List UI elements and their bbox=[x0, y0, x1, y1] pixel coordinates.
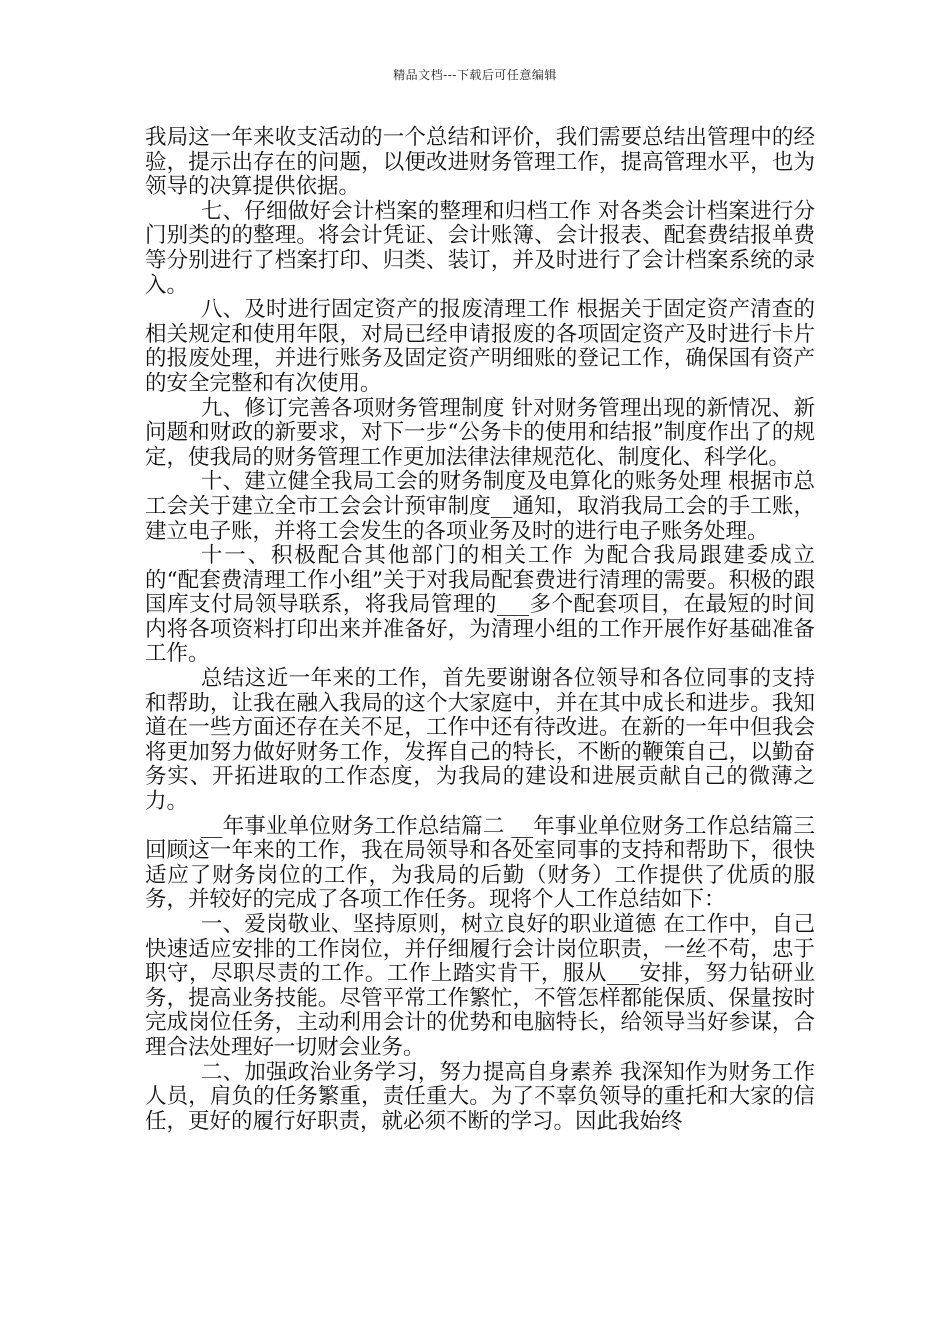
paragraph: 八、及时进行固定资产的报废清理工作 根据关于固定资产清查的相关规定和使用年限，对局已经申请报废的各项固定资产及时进行卡片的报废处理，并进行账务及固定资产明细账的登记工作，确保国有资产的安全完整和有次使用。 bbox=[145, 297, 815, 396]
paragraph: 二、加强政治业务学习，努力提高自身素养 我深知作为财务工作人员，肩负的任务繁重，责任重大。为了不辜负领导的重托和大家的信任，更好的履行好职责，就必须不断的学习。因此我始终 bbox=[145, 1059, 815, 1134]
paragraph: 九、修订完善各项财务管理制度 针对财务管理出现的新情况、新问题和财政的新要求，对下一步“公务卡的使用和结报”制度作出了的规定，使我局的财务管理工作更加法律法律规范化、制度化、科学化。 bbox=[145, 395, 815, 470]
paragraph: 总结这近一年来的工作，首先要谢谢各位领导和各位同事的支持和帮助，让我在融入我局的这个大家庭中，并在其中成长和进步。我知道在一些方面还存在关不足，工作中还有待改进。在新的一年中但我会将更加努力做好财务工作，发挥自己的特长，不断的鞭策自己，以勤奋务实、开拓进取的工作态度，为我局的建设和进展贡献自己的微薄之力。 bbox=[145, 666, 815, 815]
page-header: 精品文档---下载后可任意编辑 bbox=[393, 68, 557, 82]
document-body bbox=[145, 126, 815, 1134]
paragraph: 一、爱岗敬业、坚持原则，树立良好的职业道德 在工作中，自己快速适应安排的工作岗位，并仔细履行会计岗位职责，一丝不苟，忠于职守，尽职尽责的工作。工作上踏实肯干，服从___安排，努力钻研业务，提高业务技能。尽管平常工作繁忙，不管怎样都能保质、保量按时完成岗位任务，主动利用会计的优势和电脑特长，给领导当好参谋，合理合法处理好一切财会业务。 bbox=[145, 912, 815, 1060]
paragraph: 十、建立健全我局工会的财务制度及电算化的账务处理 根据市总工会关于建立全市工会会计预审制度__通知，取消我局工会的手工账，建立电子账，并将工会发生的各项业务及时的进行电子账务处理。 bbox=[145, 469, 815, 544]
paragraph: 七、仔细做好会计档案的整理和归档工作 对各类会计档案进行分门别类的的整理。将会计凭证、会计账簿、会计报表、配套费结报单费等分别进行了档案打印、归类、装订，并及时进行了会计档案系统的录入。 bbox=[145, 198, 815, 298]
paragraph: 我局这一年来收支活动的一个总结和评价，我们需要总结出管理中的经验，提示出存在的问题，以便改进财务管理工作，提高管理水平，也为领导的决算提供依据。 bbox=[145, 125, 815, 200]
paragraph: 十一、积极配合其他部门的相关工作 为配合我局跟建委成立的“配套费清理工作小组”关于对我局配套费进行清理的需要。积极的跟国库支付局领导联系，将我局管理的___多个配套项目，在最短的时间内将各项资料打印出来并准备好，为清理小组的工作开展作好基础准备工作。 bbox=[145, 543, 815, 667]
paragraph: __年事业单位财务工作总结篇二 __年事业单位财务工作总结篇三 回顾这一年来的工作，我在局领导和各处室同事的支持和帮助下，很快适应了财务岗位的工作，为我局的后勤（财务）工作提供了优质的服务，并较好的完成了各项工作任务。现将个人工作总结如下： bbox=[145, 813, 815, 913]
